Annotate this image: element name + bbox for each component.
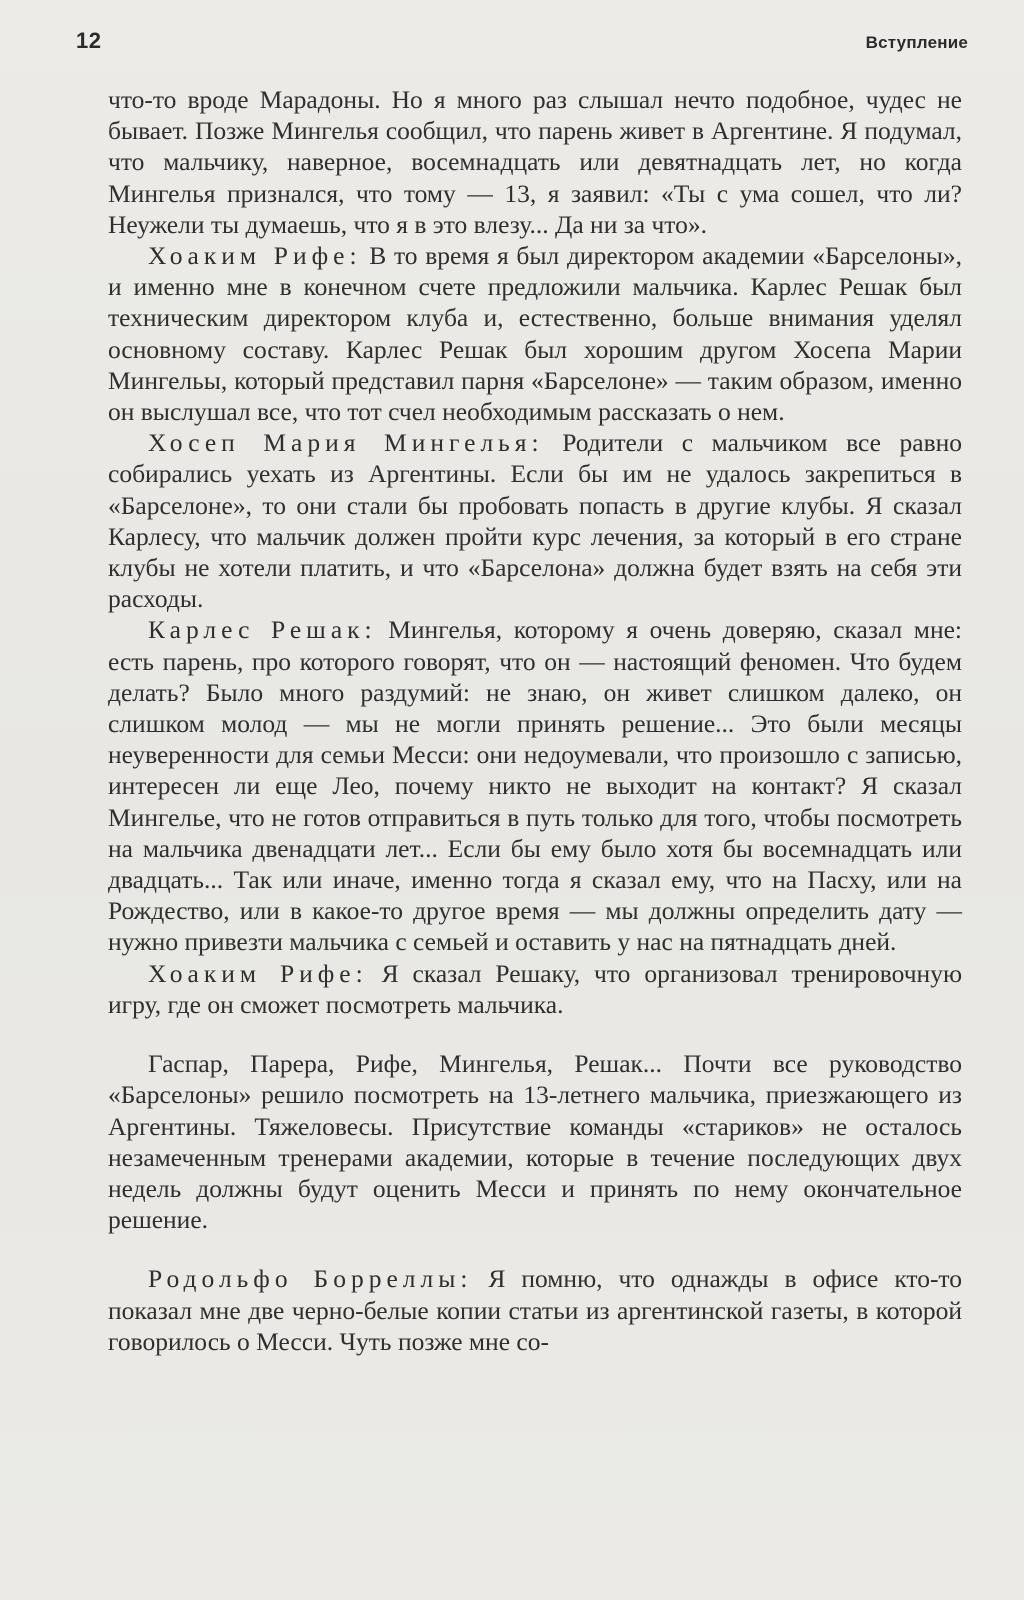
- body-text: [108, 84, 962, 1357]
- paragraph-text: Я помню, что однажды в офисе кто-то показал мне две черно-белые копии статьи из аргентинской газеты, в которой говорилось о Месси. Чуть позже мне со-: [108, 1264, 962, 1356]
- speaker-name: Хосеп Мария Мингелья:: [148, 428, 544, 458]
- quote-paragraph: [108, 240, 962, 427]
- quote-paragraph: [108, 427, 962, 614]
- speaker-name: Родольфо Борреллы:: [148, 1264, 473, 1294]
- paragraph-text: Мингелья, которому я очень доверяю, сказал мне: есть парень, про которого говорят, что он — настоящий феномен. Что будем делать? Было много раздумий: не знаю, он живет слишком далеко, он слишком молод — мы не могли принять решение... Это были месяцы неуверенности для семьи Месси: они недоумевали, что произошло с записью, интересен ли еще Лео, почему никто не выходит на контакт? Я сказал Мингелье, что не готов отправиться в путь только для того, чтобы посмотреть на мальчика двенадцати лет... Если бы ему было хотя бы восемнадцать или двадцать... Так или иначе, именно тогда я сказал ему, что на Пасху, или на Рождество, или в какое-то другое время — мы должны определить дату — нужно привезти мальчика с семьей и оставить у нас на пятнадцать дней.: [108, 615, 962, 957]
- paragraph-text: Родители с мальчиком все равно собирались уехать из Аргентины. Если бы им не удалось закрепиться в «Барселоне», то они стали бы пробовать попасть в другие клубы. Я сказал Карлесу, что мальчик должен пройти курс лечения, за который в его стране клубы не хотели платить, и что «Барселона» должна будет взять на себя эти расходы.: [108, 428, 963, 614]
- narrative-paragraph: [108, 1048, 962, 1235]
- paragraph-text: Гаспар, Парера, Рифе, Мингелья, Решак... Почти все руководство «Барселоны» решило посмотреть на 13-летнего мальчика, приезжающего из Аргентины. Тяжеловесы. Присутствие команды «стариков» не осталось незамеченным тренерами академии, которые в течение последующих двух недель должны будут оценить Месси и принять по нему окончательное решение.: [108, 1049, 962, 1235]
- paragraph-text: Я сказал Решаку, что организовал тренировочную игру, где он сможет посмотреть мальчика.: [108, 958, 962, 1019]
- quote-paragraph: [108, 614, 962, 957]
- paragraph-text: что-то вроде Марадоны. Но я много раз слышал нечто подобное, чудес не бывает. Позже Мингелья сообщил, что парень живет в Аргентине. Я подумал, что мальчику, наверное, восемнадцать или девятнадцать лет, но когда Мингелья признался, что тому — 13, я заявил: «Ты с ума сошел, что ли? Неужели ты думаешь, что я в это влезу... Да ни за что».: [108, 85, 962, 239]
- quote-paragraph: [108, 1263, 962, 1357]
- running-head: [76, 28, 968, 58]
- paragraph-continued: [108, 84, 962, 240]
- speaker-name: Карлес Решак:: [148, 615, 377, 645]
- paragraph-text: В то время я был директором академии «Барселоны», и именно мне в конечном счете предложили мальчика. Карлес Решак был техническим директором клуба и, естественно, больше внимания уделял основному составу. Карлес Решак был хорошим другом Хосепа Марии Мингельы, который представил парня «Барселоне» — таким образом, именно он выслушал все, что тот счел необходимым рассказать о нем.: [108, 241, 962, 427]
- page-number: 12: [76, 28, 102, 53]
- section-title: Вступление: [865, 33, 968, 52]
- speaker-name: Хоаким Рифе:: [148, 958, 368, 988]
- quote-paragraph: [108, 958, 962, 1020]
- speaker-name: Хоаким Рифе:: [148, 241, 362, 271]
